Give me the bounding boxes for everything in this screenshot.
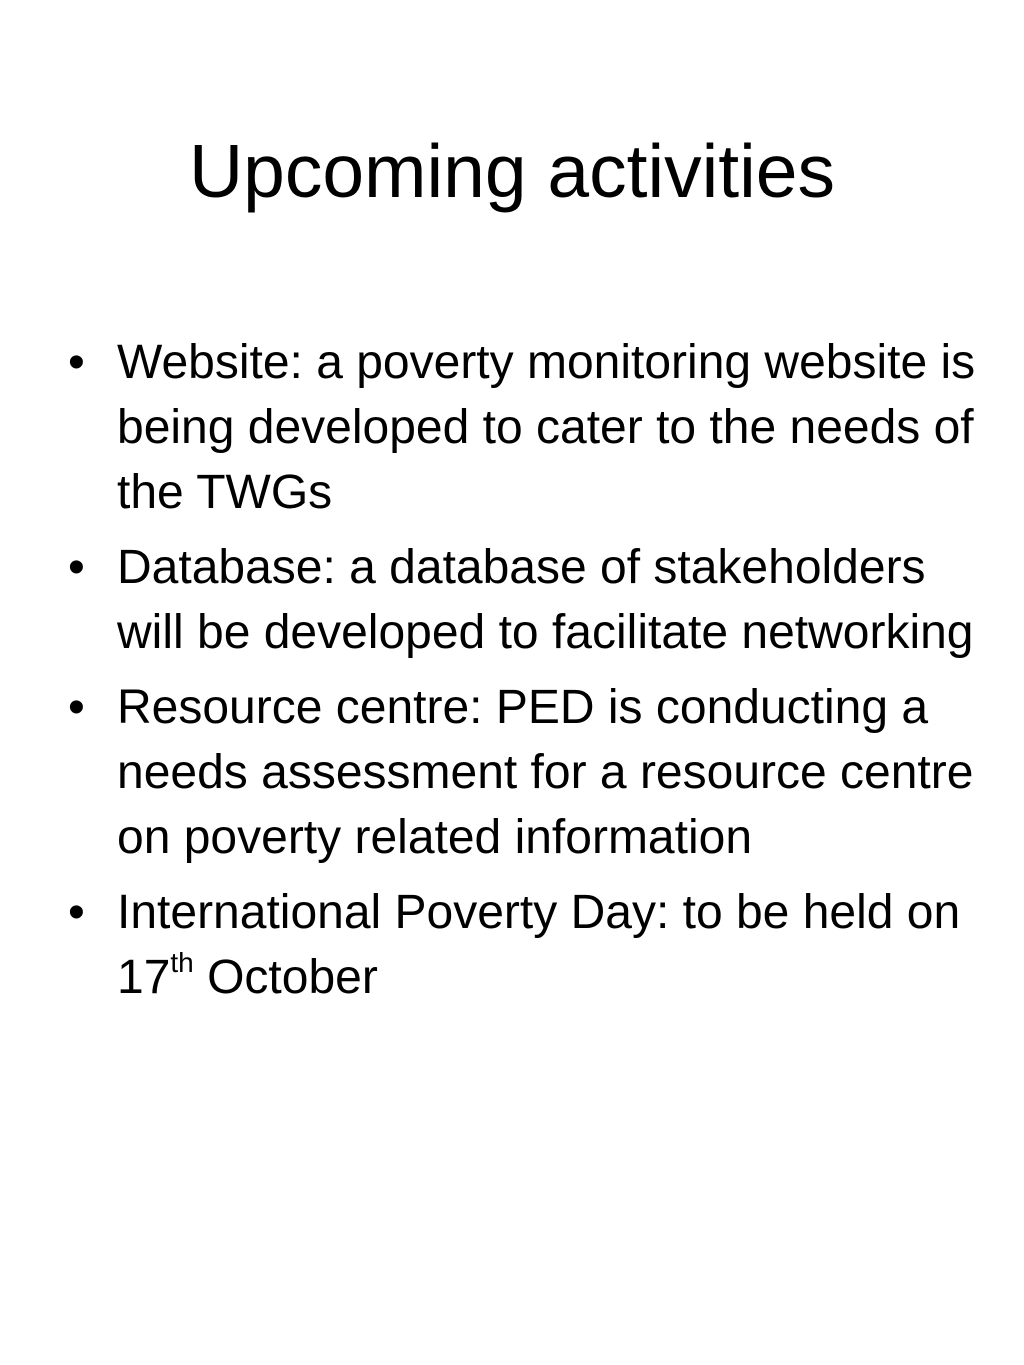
bullet-item-database — [60, 535, 980, 665]
slide-title: Upcoming activities — [188, 129, 836, 213]
bullet-dot-icon: • — [68, 886, 85, 939]
bullet-dot-icon: • — [68, 681, 85, 734]
bullet-dot-icon: • — [68, 541, 85, 594]
bullet-text: Database: a database of stakeholders will be developed to facilitate networking — [117, 541, 974, 659]
ordinal-superscript: th — [170, 947, 194, 978]
bullet-dot-icon: • — [68, 336, 85, 389]
bullet-list — [60, 330, 980, 1020]
bullet-text — [117, 880, 980, 1010]
bullet-text: Resource centre: PED is conducting a needs assessment for a resource centre on poverty related information — [117, 681, 974, 864]
bullet-item-resource-centre — [60, 675, 980, 870]
bullet-text-part: International Poverty Day: to be held on 17 — [117, 886, 961, 1004]
bullet-text-part: October — [193, 951, 378, 1004]
bullet-text: Website: a poverty monitoring website is being developed to cater to the needs of the TWGs — [117, 336, 976, 519]
bullet-item-poverty-day — [60, 880, 980, 1010]
bullet-item-website — [60, 330, 980, 525]
